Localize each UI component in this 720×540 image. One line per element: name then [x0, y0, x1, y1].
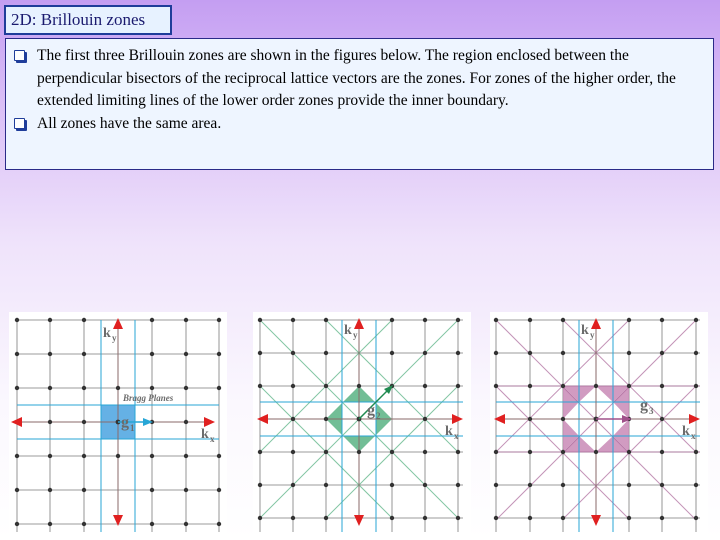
kx-label: k	[201, 427, 209, 442]
checkbox-bullet-icon	[14, 50, 25, 61]
bullet-text: The first three Brillouin zones are shown in the figures below. The region enclosed between the perpendicular bisectors of the reciprocal lattice vectors are the zones. For zones of the higher order, the extended limiting lines of the lower order zones provide the inner boundary.	[37, 47, 676, 109]
ky-subscript: y	[112, 333, 117, 343]
g-vector-label: g	[121, 414, 129, 431]
figure-second-zone	[253, 312, 471, 540]
bullet-item	[14, 113, 707, 136]
g-vector-label: g	[640, 397, 648, 414]
ky-label: k	[344, 323, 352, 338]
first-zone-diagram	[9, 312, 227, 540]
g-vector-subscript: 3	[649, 406, 654, 416]
kx-subscript: x	[454, 431, 459, 441]
third-zone-diagram	[490, 312, 708, 540]
g-vector-subscript: 2	[376, 411, 381, 421]
text-box	[5, 38, 714, 170]
slide-title-text: 2D: Brillouin zones	[11, 10, 146, 29]
checkbox-bullet-icon	[14, 118, 25, 129]
bullet-text: All zones have the same area.	[37, 114, 222, 132]
bragg-planes-label: Bragg Planes	[123, 393, 174, 403]
kx-label: k	[682, 424, 690, 439]
ky-subscript: y	[353, 330, 358, 340]
kx-subscript: x	[691, 431, 696, 441]
figure-third-zone	[490, 312, 708, 540]
g-vector-label: g	[367, 402, 375, 419]
bullet-item	[14, 45, 707, 113]
ky-label: k	[103, 326, 111, 341]
kx-subscript: x	[210, 434, 215, 444]
second-zone-diagram	[253, 312, 471, 540]
ky-label: k	[581, 323, 589, 338]
g-vector-subscript: 1	[130, 423, 135, 433]
figure-first-zone	[9, 312, 227, 540]
kx-label: k	[445, 424, 453, 439]
ky-subscript: y	[590, 330, 595, 340]
slide-title	[4, 5, 172, 35]
